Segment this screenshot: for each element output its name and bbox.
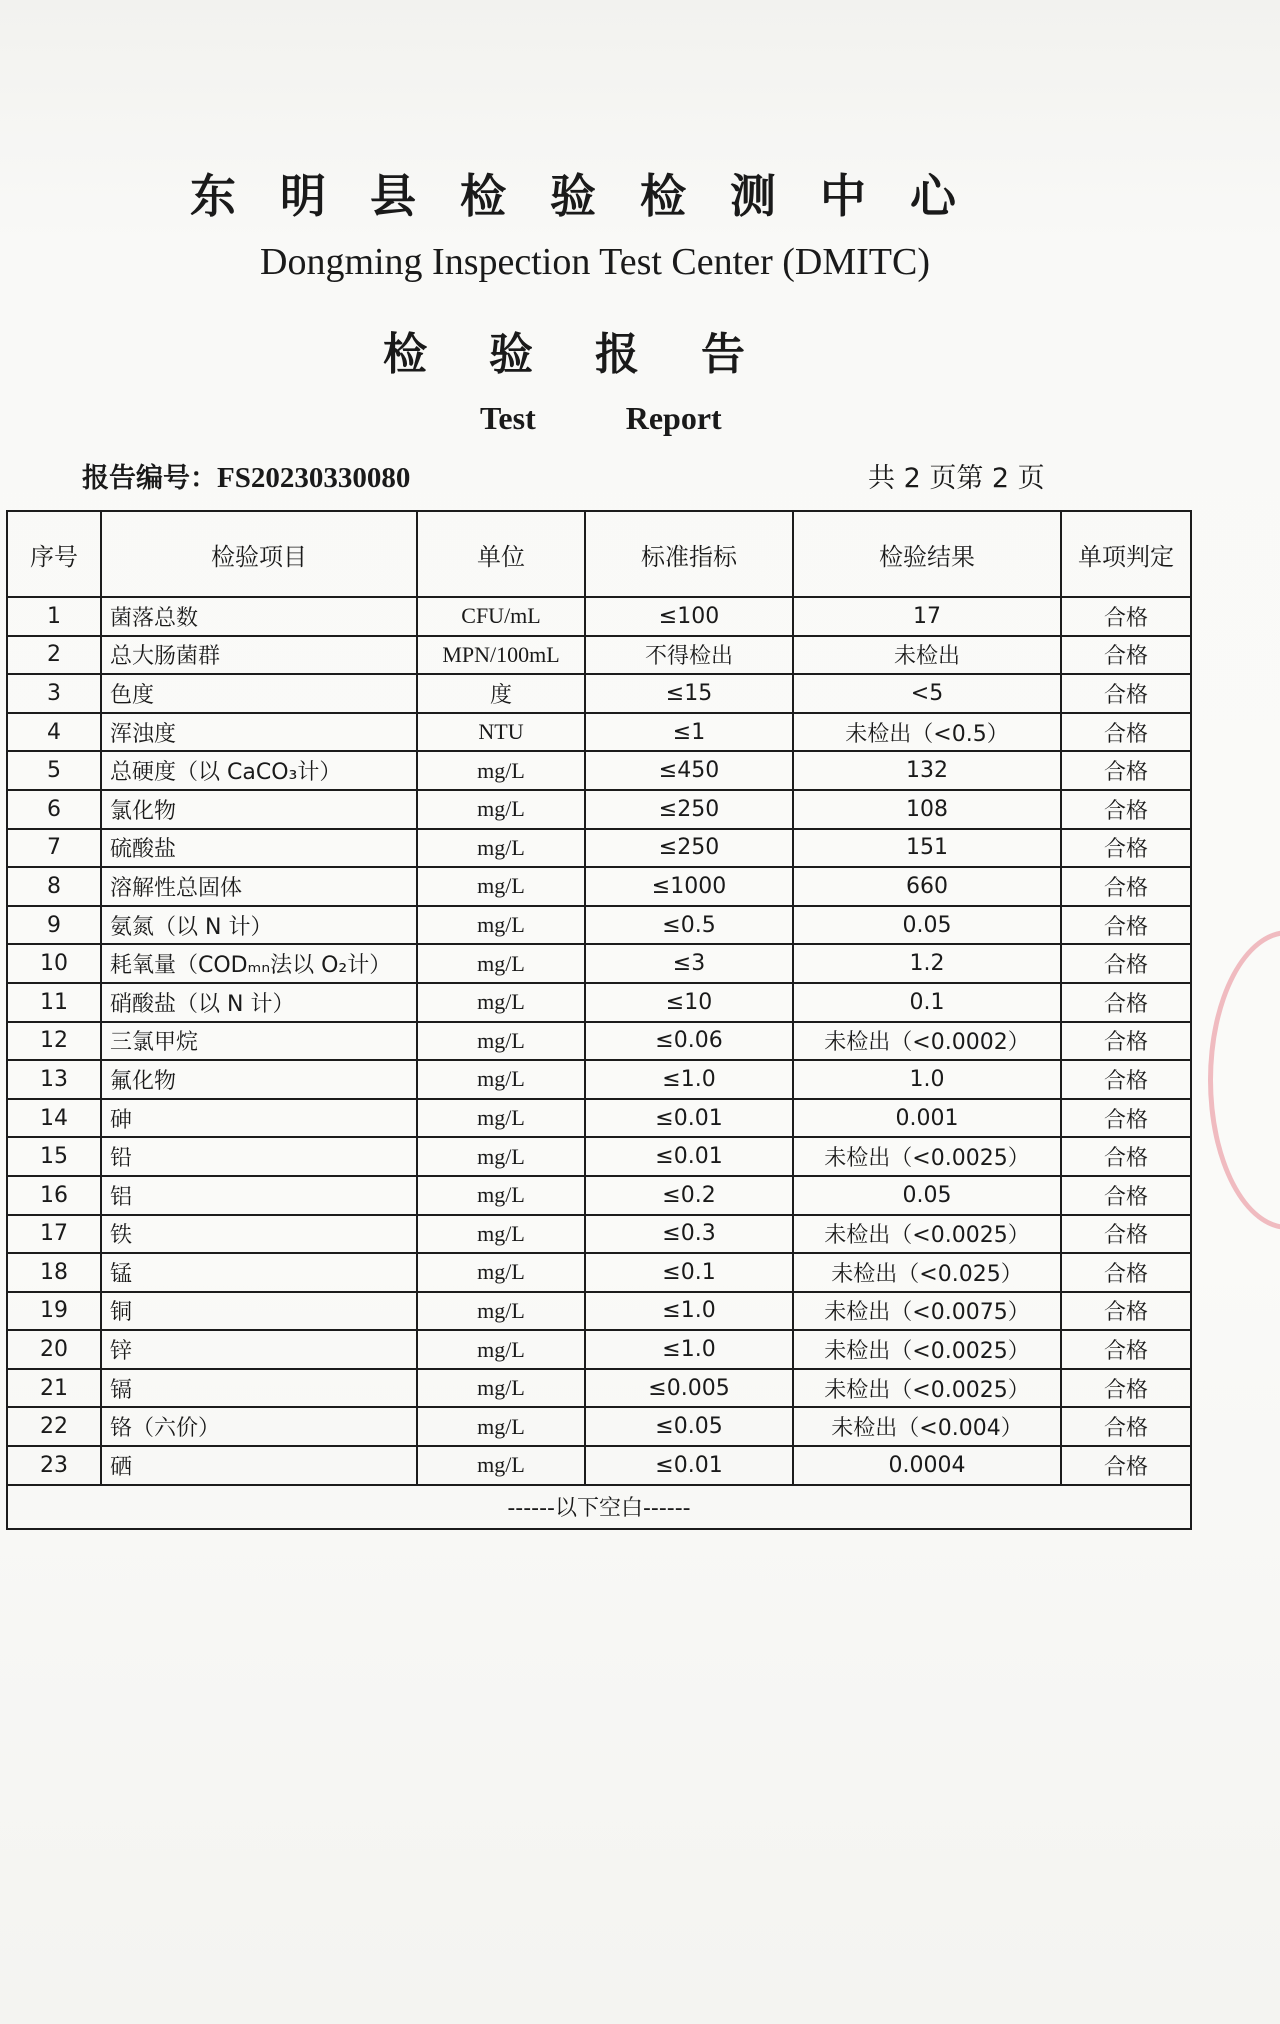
cell-item: 浑浊度 (101, 713, 417, 752)
table-body (7, 597, 1191, 1485)
cell-unit: mg/L (417, 1060, 585, 1099)
cell-item: 氟化物 (101, 1060, 417, 1099)
cell-unit: MPN/100mL (417, 636, 585, 675)
cell-item: 三氯甲烷 (101, 1022, 417, 1061)
report-title-en-word1: Test (480, 400, 536, 436)
table-row (7, 1215, 1191, 1254)
cell-verdict: 合格 (1061, 1137, 1191, 1176)
cell-result: 108 (793, 790, 1061, 829)
table-row (7, 597, 1191, 636)
table-row (7, 1369, 1191, 1408)
cell-standard: ≤10 (585, 983, 793, 1022)
table-row (7, 1137, 1191, 1176)
cell-result: 0.05 (793, 1176, 1061, 1215)
cell-unit: mg/L (417, 1253, 585, 1292)
cell-no: 11 (7, 983, 101, 1022)
cell-no: 13 (7, 1060, 101, 1099)
table-row (7, 1292, 1191, 1331)
cell-unit: mg/L (417, 1369, 585, 1408)
cell-unit: mg/L (417, 1022, 585, 1061)
cell-unit: mg/L (417, 944, 585, 983)
cell-result: 132 (793, 751, 1061, 790)
cell-result: 151 (793, 829, 1061, 868)
cell-result: 未检出（<0.5） (793, 713, 1061, 752)
cell-item: 耗氧量（CODₘₙ法以 O₂计） (101, 944, 417, 983)
cell-item: 锌 (101, 1330, 417, 1369)
cell-verdict: 合格 (1061, 713, 1191, 752)
cell-verdict: 合格 (1061, 867, 1191, 906)
cell-standard: ≤0.1 (585, 1253, 793, 1292)
cell-result: 1.2 (793, 944, 1061, 983)
table-row (7, 867, 1191, 906)
table-row (7, 674, 1191, 713)
cell-unit: mg/L (417, 1176, 585, 1215)
cell-result: 未检出（<0.0025） (793, 1137, 1061, 1176)
cell-result: 0.05 (793, 906, 1061, 945)
cell-unit: mg/L (417, 1099, 585, 1138)
table-row (7, 1446, 1191, 1485)
cell-item: 锰 (101, 1253, 417, 1292)
cell-item: 铅 (101, 1137, 417, 1176)
cell-no: 15 (7, 1137, 101, 1176)
cell-unit: mg/L (417, 906, 585, 945)
cell-no: 16 (7, 1176, 101, 1215)
cell-no: 1 (7, 597, 101, 636)
cell-result: 660 (793, 867, 1061, 906)
table-row (7, 1099, 1191, 1138)
cell-standard: ≤1000 (585, 867, 793, 906)
page-info: 共 2 页第 2 页 (868, 463, 1045, 494)
cell-no: 19 (7, 1292, 101, 1331)
cell-standard: ≤0.5 (585, 906, 793, 945)
cell-result: <5 (793, 674, 1061, 713)
cell-verdict: 合格 (1061, 674, 1191, 713)
cell-no: 5 (7, 751, 101, 790)
cell-unit: mg/L (417, 1137, 585, 1176)
header-verdict: 单项判定 (1061, 511, 1191, 597)
table-row (7, 829, 1191, 868)
cell-standard: 不得检出 (585, 636, 793, 675)
cell-item: 铁 (101, 1215, 417, 1254)
cell-verdict: 合格 (1061, 636, 1191, 675)
table-row (7, 1253, 1191, 1292)
cell-standard: ≤0.2 (585, 1176, 793, 1215)
cell-verdict: 合格 (1061, 1215, 1191, 1254)
cell-standard: ≤0.01 (585, 1446, 793, 1485)
cell-unit: mg/L (417, 751, 585, 790)
cell-verdict: 合格 (1061, 1446, 1191, 1485)
table-row (7, 1407, 1191, 1446)
cell-standard: ≤450 (585, 751, 793, 790)
end-mark: ------以下空白------ (7, 1485, 1191, 1529)
cell-verdict: 合格 (1061, 1292, 1191, 1331)
cell-standard: ≤250 (585, 829, 793, 868)
cell-no: 10 (7, 944, 101, 983)
header-no: 序号 (7, 511, 101, 597)
cell-verdict: 合格 (1061, 1060, 1191, 1099)
cell-verdict: 合格 (1061, 906, 1191, 945)
header-standard: 标准指标 (585, 511, 793, 597)
table-row (7, 1022, 1191, 1061)
table-row (7, 1176, 1191, 1215)
cell-result: 未检出（<0.0075） (793, 1292, 1061, 1331)
cell-no: 3 (7, 674, 101, 713)
cell-unit: mg/L (417, 1330, 585, 1369)
table-row (7, 1060, 1191, 1099)
cell-unit: NTU (417, 713, 585, 752)
cell-standard: ≤0.05 (585, 1407, 793, 1446)
cell-item: 铜 (101, 1292, 417, 1331)
table-header-row (7, 511, 1191, 597)
cell-item: 砷 (101, 1099, 417, 1138)
cell-no: 18 (7, 1253, 101, 1292)
cell-standard: ≤100 (585, 597, 793, 636)
cell-result: 未检出 (793, 636, 1061, 675)
cell-result: 未检出（<0.0025） (793, 1330, 1061, 1369)
cell-result: 未检出（<0.0025） (793, 1369, 1061, 1408)
cell-no: 6 (7, 790, 101, 829)
cell-unit: CFU/mL (417, 597, 585, 636)
cell-unit: mg/L (417, 1407, 585, 1446)
cell-result: 17 (793, 597, 1061, 636)
cell-verdict: 合格 (1061, 790, 1191, 829)
cell-item: 总大肠菌群 (101, 636, 417, 675)
cell-result: 0.0004 (793, 1446, 1061, 1485)
cell-standard: ≤0.01 (585, 1137, 793, 1176)
header-item: 检验项目 (101, 511, 417, 597)
cell-verdict: 合格 (1061, 1369, 1191, 1408)
cell-standard: ≤0.01 (585, 1099, 793, 1138)
table-row (7, 1330, 1191, 1369)
results-table (6, 510, 1192, 1530)
cell-standard: ≤1.0 (585, 1330, 793, 1369)
cell-unit: 度 (417, 674, 585, 713)
cell-standard: ≤0.005 (585, 1369, 793, 1408)
cell-verdict: 合格 (1061, 829, 1191, 868)
report-title-en (480, 400, 722, 437)
cell-standard: ≤0.06 (585, 1022, 793, 1061)
cell-result: 未检出（<0.0002） (793, 1022, 1061, 1061)
cell-no: 12 (7, 1022, 101, 1061)
cell-result: 未检出（<0.025） (793, 1253, 1061, 1292)
cell-item: 铝 (101, 1176, 417, 1215)
cell-no: 23 (7, 1446, 101, 1485)
header-result: 检验结果 (793, 511, 1061, 597)
cell-item: 硝酸盐（以 N 计） (101, 983, 417, 1022)
table-row (7, 790, 1191, 829)
report-number-value: FS20230330080 (217, 462, 411, 494)
cell-item: 硫酸盐 (101, 829, 417, 868)
center-title-en: Dongming Inspection Test Center (DMITC) (260, 241, 930, 283)
cell-unit: mg/L (417, 790, 585, 829)
cell-unit: mg/L (417, 867, 585, 906)
cell-no: 20 (7, 1330, 101, 1369)
cell-no: 7 (7, 829, 101, 868)
report-title-cn: 检验报告 (383, 329, 807, 380)
table-row (7, 983, 1191, 1022)
table-row (7, 944, 1191, 983)
cell-no: 14 (7, 1099, 101, 1138)
cell-verdict: 合格 (1061, 1330, 1191, 1369)
cell-result: 0.1 (793, 983, 1061, 1022)
end-mark-row (7, 1485, 1191, 1529)
cell-standard: ≤15 (585, 674, 793, 713)
cell-unit: mg/L (417, 1215, 585, 1254)
cell-result: 未检出（<0.0025） (793, 1215, 1061, 1254)
report-number-label: 报告编号： (82, 463, 217, 494)
cell-standard: ≤1 (585, 713, 793, 752)
cell-no: 8 (7, 867, 101, 906)
seal-stamp (1208, 930, 1280, 1230)
cell-item: 镉 (101, 1369, 417, 1408)
cell-verdict: 合格 (1061, 1176, 1191, 1215)
cell-unit: mg/L (417, 1292, 585, 1331)
cell-result: 0.001 (793, 1099, 1061, 1138)
center-title-cn: 东明县检验检测中心 (190, 169, 1000, 223)
header-unit: 单位 (417, 511, 585, 597)
cell-verdict: 合格 (1061, 1407, 1191, 1446)
cell-item: 氯化物 (101, 790, 417, 829)
cell-item: 氨氮（以 N 计） (101, 906, 417, 945)
cell-item: 铬（六价） (101, 1407, 417, 1446)
table-row (7, 906, 1191, 945)
cell-item: 硒 (101, 1446, 417, 1485)
report-title-en-word2: Report (625, 400, 722, 436)
table-row (7, 636, 1191, 675)
table-row (7, 751, 1191, 790)
cell-standard: ≤1.0 (585, 1292, 793, 1331)
cell-verdict: 合格 (1061, 597, 1191, 636)
cell-no: 2 (7, 636, 101, 675)
cell-result: 未检出（<0.004） (793, 1407, 1061, 1446)
cell-item: 总硬度（以 CaCO₃计） (101, 751, 417, 790)
cell-unit: mg/L (417, 1446, 585, 1485)
table-row (7, 713, 1191, 752)
cell-no: 22 (7, 1407, 101, 1446)
cell-verdict: 合格 (1061, 1022, 1191, 1061)
cell-item: 菌落总数 (101, 597, 417, 636)
cell-no: 9 (7, 906, 101, 945)
cell-verdict: 合格 (1061, 944, 1191, 983)
cell-no: 4 (7, 713, 101, 752)
cell-verdict: 合格 (1061, 751, 1191, 790)
cell-standard: ≤3 (585, 944, 793, 983)
cell-no: 21 (7, 1369, 101, 1408)
cell-verdict: 合格 (1061, 983, 1191, 1022)
cell-unit: mg/L (417, 829, 585, 868)
cell-standard: ≤1.0 (585, 1060, 793, 1099)
cell-verdict: 合格 (1061, 1253, 1191, 1292)
cell-standard: ≤250 (585, 790, 793, 829)
cell-no: 17 (7, 1215, 101, 1254)
report-number (82, 456, 410, 495)
cell-standard: ≤0.3 (585, 1215, 793, 1254)
cell-unit: mg/L (417, 983, 585, 1022)
cell-item: 溶解性总固体 (101, 867, 417, 906)
cell-result: 1.0 (793, 1060, 1061, 1099)
cell-verdict: 合格 (1061, 1099, 1191, 1138)
cell-item: 色度 (101, 674, 417, 713)
